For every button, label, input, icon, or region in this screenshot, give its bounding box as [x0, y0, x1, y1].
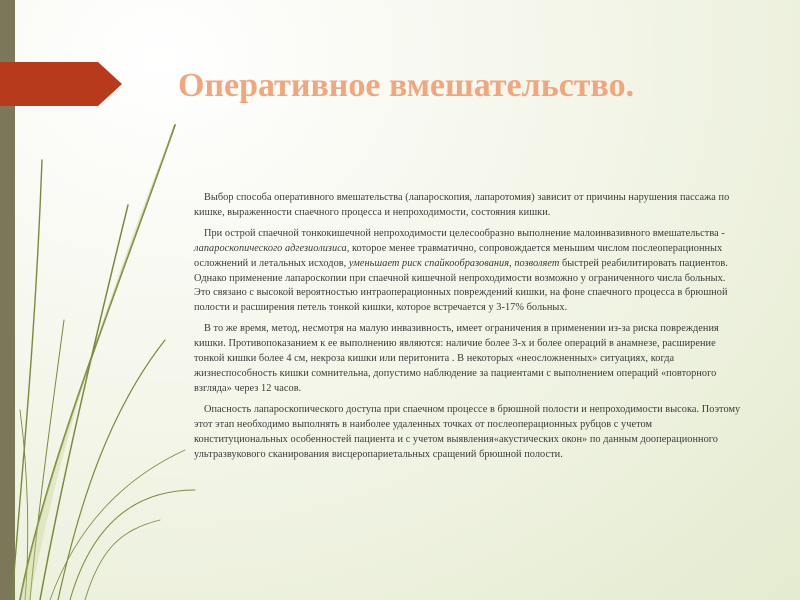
slide-body: [194, 191, 744, 468]
paragraph-2: [194, 227, 744, 316]
paragraph-1: Выбор способа оперативного вмешательства (лапароскопия, лапаротомия) зависит от причины нарушения пассажа по кишке, выраженности спаечного процесса и непроходимости, состояния кишки.: [194, 192, 730, 218]
title-ribbon-arrow: [0, 62, 122, 106]
paragraph-3: В то же время, метод, несмотря на малую инвазивность, имеет ограничения в применении из-за риска повреждения кишки. Противопоказанием к ее выполнению являются: наличие более 3-х и более операций в анамнезе, расширение тонкой кишки более 4 см, некроза кишки или перитонита . В некоторых «неосложненных» ситуациях, когда жизнеспособность кишки сомнительна, допустимо наблюдение за пациентами с выполнением операций «повторного взгляда» через 12 часов.: [194, 323, 719, 394]
slide-title: Оперативное вмешательство.: [178, 67, 635, 104]
paragraph-2-part-a: При острой спаечной тонкокишечной непроходимости целесообразно выполнение малоинвазивного вмешательства -: [204, 227, 725, 239]
paragraph-4: Опасность лапароскопического доступа при спаечном процессе в брюшной полости и непроходимости высока. Поэтому этот этап необходимо выполнять в наиболее удаленных точках от послеоперационных рубцов с учетом конституциональных особенностей пациента и с учетом выявления«акустических окон» по данным дооперационного ультразвукового сканирования висцеропариетальных сращений брюшной полости.: [194, 403, 741, 460]
paragraph-2-italic-b: лапароскопического адгезиолизиса,: [194, 242, 350, 254]
paragraph-2-part-c: которое менее травматично, сопровождается меньшим числом послеоперационных осложнений и летальных исходов,: [194, 242, 723, 269]
grass-decoration: [0, 110, 200, 600]
paragraph-2-part-e: быстрей реабилитировать пациентов. Однако применение лапароскопии при спаечной кишечной непроходимости возможно у ограниченного числа больных. Это связано с высокой вероятностью интраоперационных повреждений кишки, на фоне спаечного процесса в брюшной полости и расширения петель тонкой кишки, которое встречается у 3-17% больных.: [194, 257, 728, 314]
paragraph-2-italic-d: уменьшает риск спайкообразования, позволяет: [348, 257, 560, 269]
